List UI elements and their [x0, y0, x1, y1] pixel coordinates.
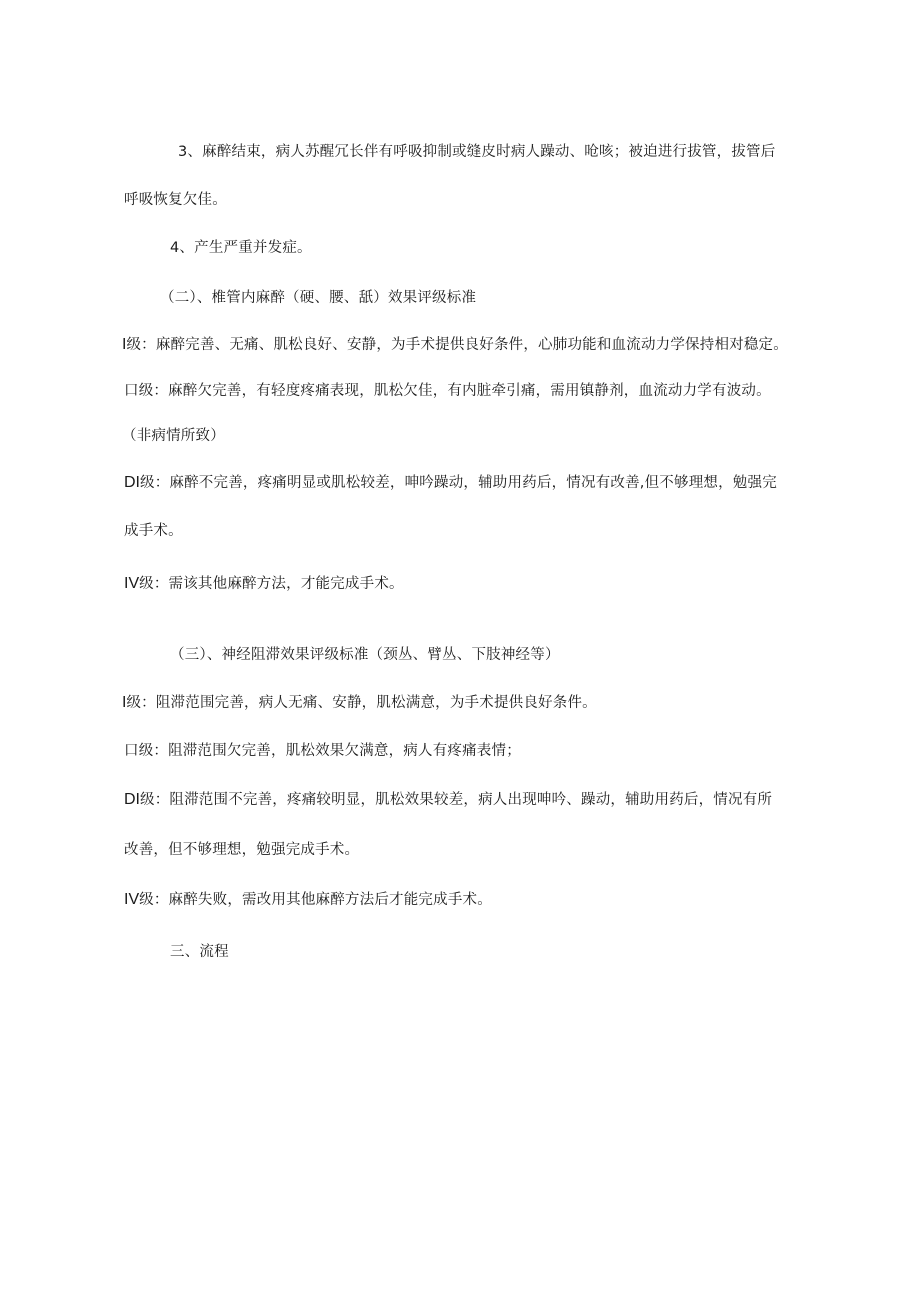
section-3-grade-2 — [124, 741, 521, 761]
grade-mark: DI — [124, 791, 140, 808]
grade-mark: I — [122, 336, 127, 353]
item-3-line-2: 呼吸恢复欠佳。 — [124, 192, 227, 208]
grade-mark: 口 — [124, 743, 139, 759]
grade-mark: 口 — [124, 383, 139, 399]
section-process-heading: 三、流程 — [170, 944, 229, 960]
section-2-grade-3 — [124, 473, 777, 493]
section-3-grade-3-cont: 改善，但不够理想，勉强完成手术。 — [124, 842, 360, 858]
section-3-grade-3 — [124, 790, 772, 810]
grade-text: 级：阻滞范围欠完善，肌松效果欠满意，病人有疼痛表情； — [138, 743, 521, 759]
item-4: 4、产生严重并发症。 — [170, 240, 312, 256]
section-3-grade-1 — [122, 693, 597, 713]
grade-text: 级：麻醉失败，需改用其他麻醉方法后才能完成手术。 — [139, 892, 492, 908]
section-2-grade-3-cont: 成手术。 — [124, 523, 183, 539]
item-3-line-1: 3、麻醉结束，病人苏醒冗长伴有呼吸抑制或缝皮时病人躁动、呛咳；被迫进行拔管，拔管后 — [178, 144, 776, 160]
section-2-grade-1 — [122, 335, 788, 355]
section-2-grade-2-note: （非病情所致） — [122, 428, 225, 444]
section-3-heading: （三）、神经阻滞效果评级标准（颈丛、臂丛、下肢神经等） — [170, 647, 560, 663]
grade-text: 级：麻醉欠完善，有轻度疼痛表现，肌松欠佳，有内脏牵引痛，需用镇静剂，血流动力学有波动。 — [138, 383, 771, 399]
section-2-heading: （二）、椎管内麻醉（硬、腰、舐）效果评级标准 — [160, 290, 477, 306]
grade-mark: I — [122, 694, 127, 711]
grade-text: 级：阻滞范围完善，病人无痛、安静，肌松满意，为手术提供良好条件。 — [126, 695, 597, 711]
section-3-grade-4 — [124, 890, 492, 910]
section-2-grade-4 — [124, 574, 404, 594]
grade-text: 级：需该其他麻醉方法，才能完成手术。 — [139, 576, 404, 592]
grade-text: 级：麻醉完善、无痛、肌松良好、安静，为手术提供良好条件，心肺功能和血流动力学保持相对稳定。 — [126, 337, 788, 353]
grade-mark: DI — [124, 474, 140, 491]
section-2-grade-2 — [124, 381, 771, 401]
grade-mark: IV — [124, 891, 140, 908]
grade-mark: IV — [124, 575, 140, 592]
grade-text: 级：麻醉不完善，疼痛明显或肌松较差，呻吟躁动，辅助用药后，情况有改善,但不够理想，勉强完 — [140, 475, 777, 491]
grade-text: 级：阻滞范围不完善，疼痛较明显，肌松效果较差，病人出现呻吟、躁动，辅助用药后，情况有所 — [140, 792, 773, 808]
